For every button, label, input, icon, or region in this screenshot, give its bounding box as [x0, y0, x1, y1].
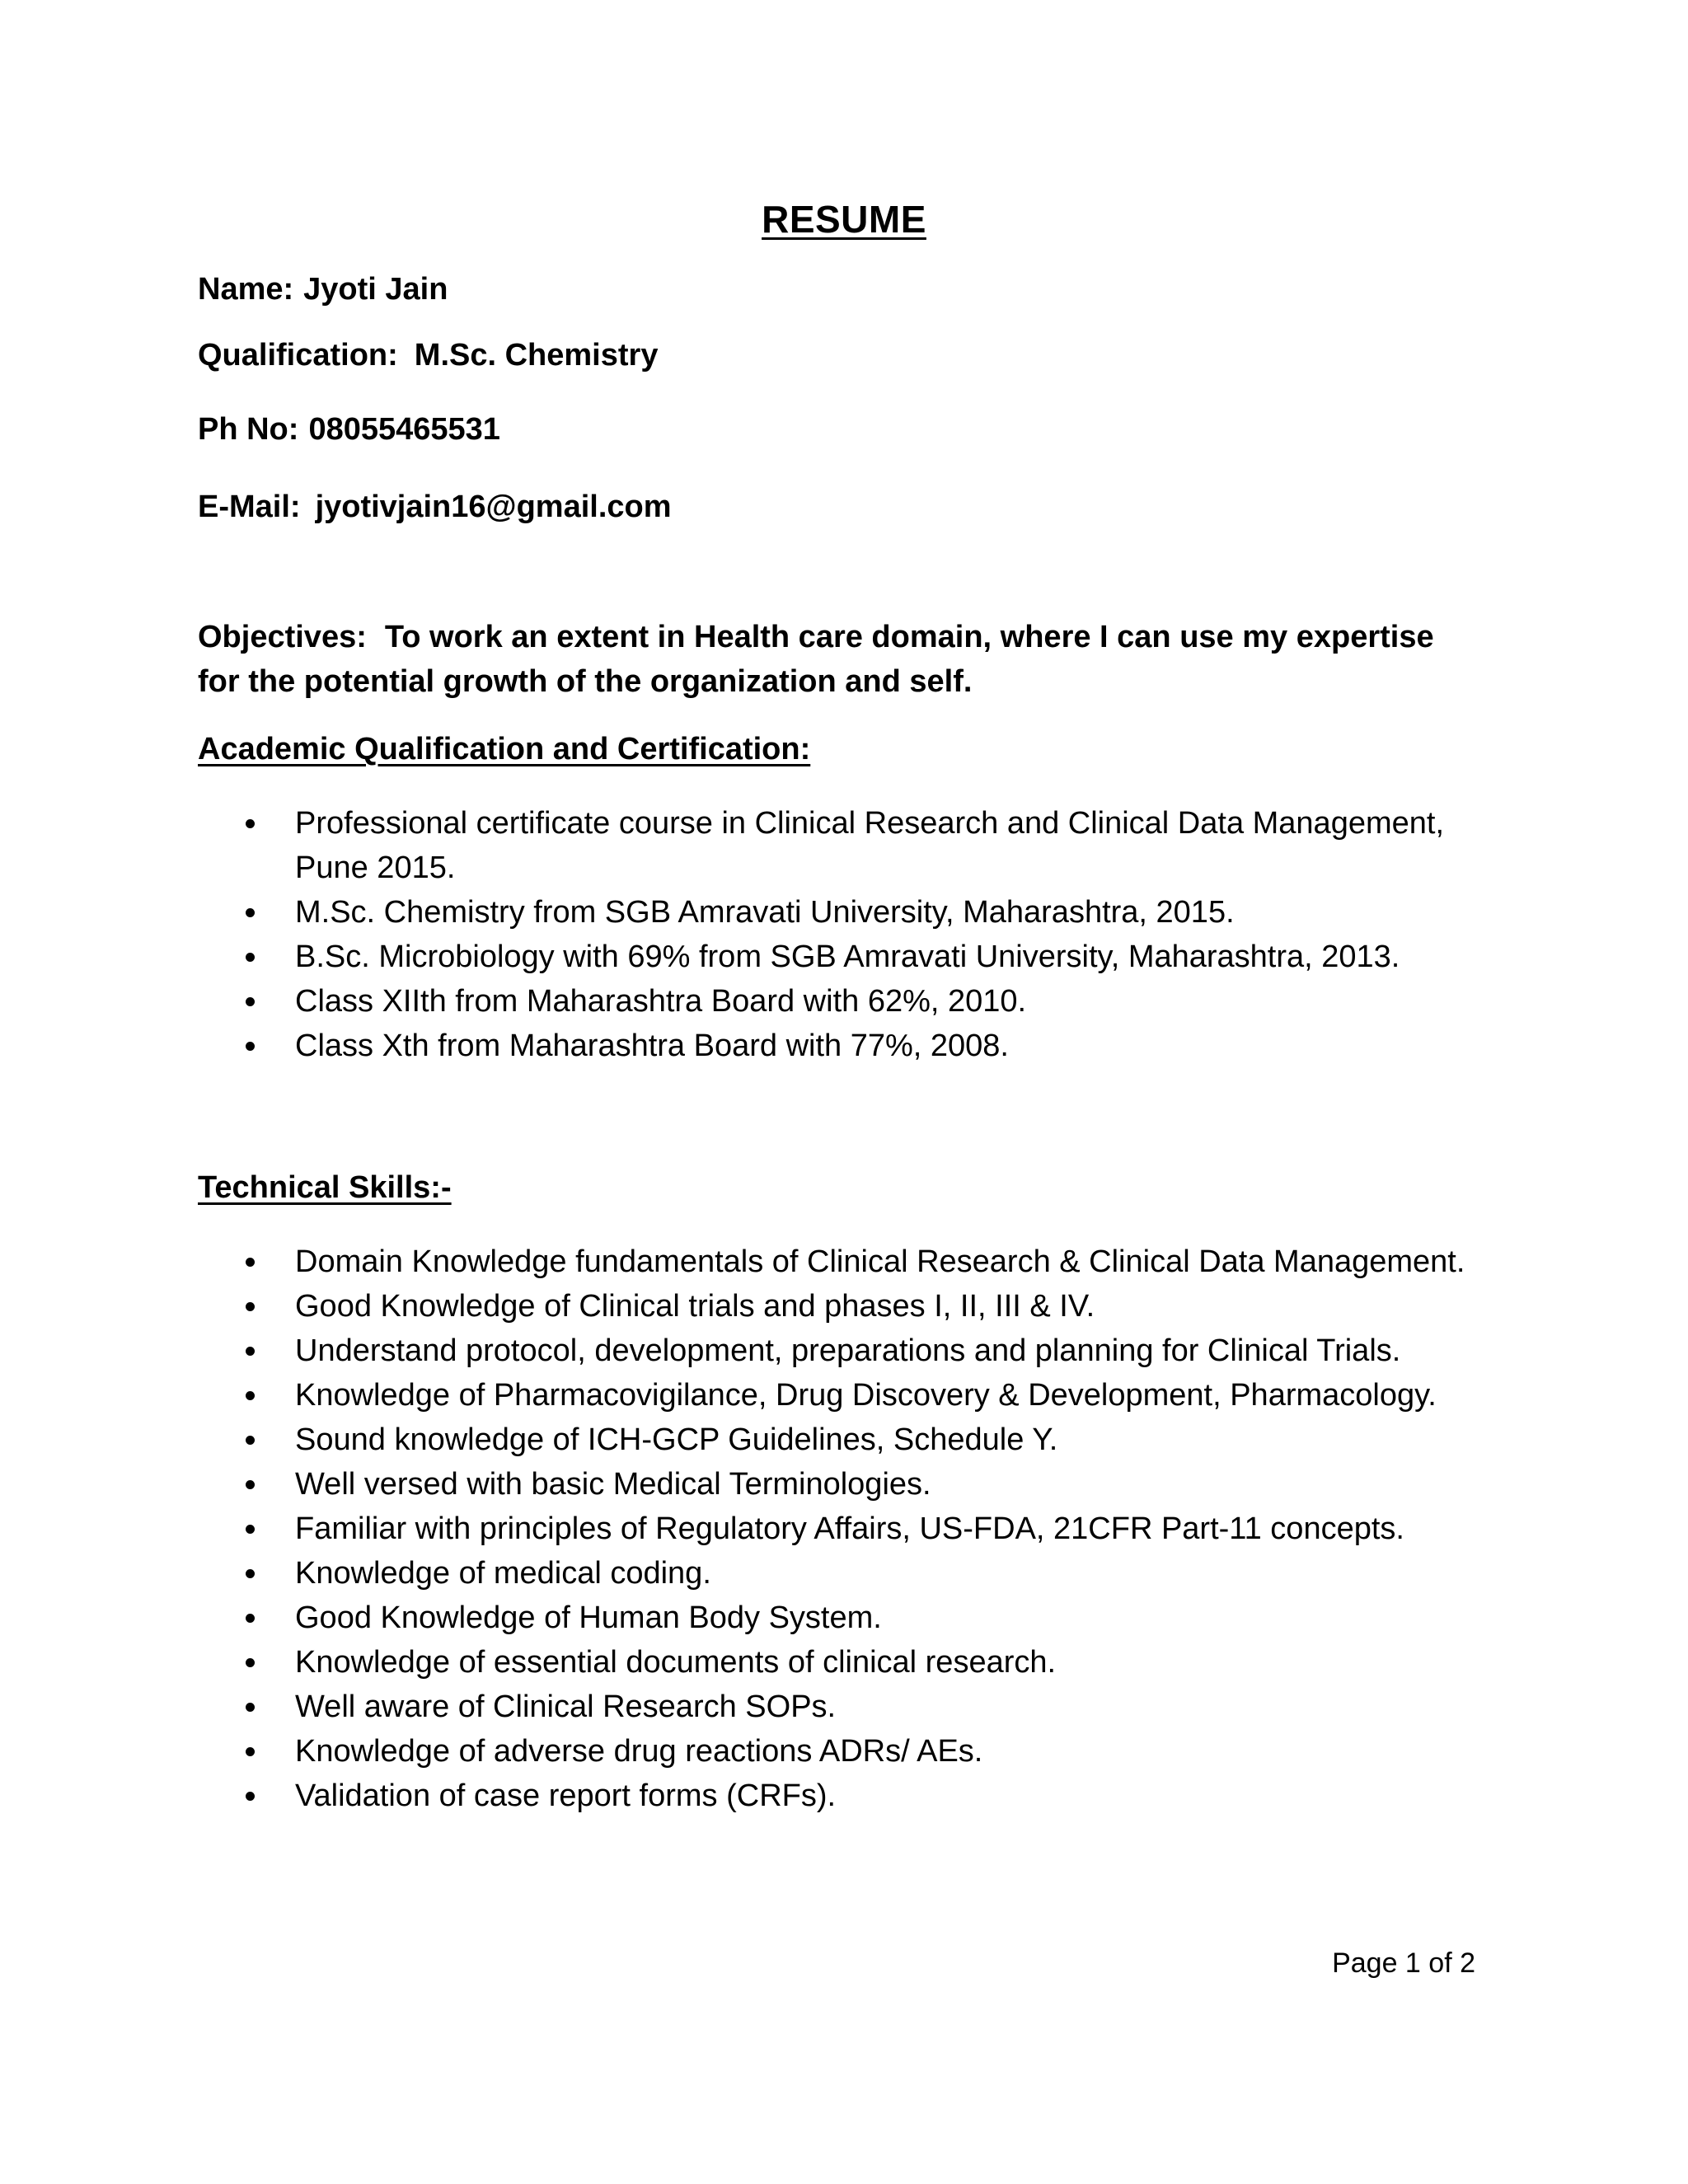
list-item — [198, 801, 1500, 890]
list-item — [198, 979, 1500, 1024]
page-number: Page 1 of 2 — [1332, 1947, 1475, 1979]
email-field — [198, 486, 672, 527]
qualification-field — [198, 335, 658, 376]
email-label: E-Mail: — [198, 490, 301, 524]
list-item — [198, 1284, 1500, 1329]
objective-label: Objectives: — [198, 620, 367, 654]
list-item-text: M.Sc. Chemistry from SGB Amravati University, Maharashtra, 2015. — [295, 895, 1235, 930]
list-item-text: Class XIIth from Maharashtra Board with 62%, 2010. — [295, 984, 1027, 1019]
list-item — [198, 1507, 1500, 1551]
academic-list — [198, 801, 1500, 1068]
phone-label: Ph No: — [198, 412, 299, 447]
technical-skills-list — [198, 1240, 1500, 1818]
list-item — [198, 1373, 1500, 1418]
bullet-icon — [246, 1436, 255, 1445]
list-item-text: Knowledge of Pharmacovigilance, Drug Discovery & Development, Pharmacology. — [295, 1378, 1437, 1413]
list-item — [198, 1729, 1500, 1774]
list-item-text: Well versed with basic Medical Terminologies. — [295, 1467, 931, 1502]
list-item-text: Sound knowledge of ICH-GCP Guidelines, Schedule Y. — [295, 1422, 1058, 1457]
list-item-text: Professional certificate course in Clinical Research and Clinical Data Management, Pune 2015. — [295, 806, 1444, 885]
bullet-icon — [246, 953, 255, 962]
bullet-icon — [246, 1302, 255, 1311]
bullet-icon — [246, 1703, 255, 1712]
list-item — [198, 1329, 1500, 1373]
email-value: jyotivjain16@gmail.com — [315, 490, 672, 524]
name-label: Name: — [198, 272, 294, 307]
list-item-text: Good Knowledge of Human Body System. — [295, 1601, 882, 1635]
list-item — [198, 1640, 1500, 1685]
bullet-icon — [246, 1747, 255, 1756]
list-item — [198, 1774, 1500, 1818]
list-item-text: Knowledge of adverse drug reactions ADRs/ AEs. — [295, 1734, 983, 1769]
name-value: Jyoti Jain — [303, 272, 448, 307]
bullet-icon — [246, 819, 255, 828]
bullet-icon — [246, 1391, 255, 1400]
qualification-label: Qualification: — [198, 338, 398, 373]
bullet-icon — [246, 908, 255, 917]
qualification-value: M.Sc. Chemistry — [414, 338, 659, 373]
list-item — [198, 1685, 1500, 1729]
list-item-text: B.Sc. Microbiology with 69% from SGB Amravati University, Maharashtra, 2013. — [295, 940, 1400, 974]
list-item — [198, 935, 1500, 979]
bullet-icon — [246, 1569, 255, 1578]
phone-field — [198, 409, 500, 450]
list-item-text: Good Knowledge of Clinical trials and phases I, II, III & IV. — [295, 1289, 1095, 1324]
bullet-icon — [246, 1658, 255, 1667]
bullet-icon — [246, 1042, 255, 1051]
list-item — [198, 1596, 1500, 1640]
list-item — [198, 890, 1500, 935]
list-item-text: Class Xth from Maharashtra Board with 77%, 2008. — [295, 1029, 1009, 1063]
list-item — [198, 1418, 1500, 1462]
academic-heading: Academic Qualification and Certification: — [198, 732, 811, 766]
list-item — [198, 1024, 1500, 1068]
list-item-text: Familiar with principles of Regulatory Affairs, US-FDA, 21CFR Part-11 concepts. — [295, 1511, 1404, 1546]
list-item-text: Knowledge of medical coding. — [295, 1556, 711, 1591]
list-item — [198, 1462, 1500, 1507]
bullet-icon — [246, 1792, 255, 1801]
bullet-icon — [246, 1614, 255, 1623]
objective-paragraph — [198, 615, 1484, 704]
phone-value: 08055465531 — [308, 412, 500, 447]
list-item — [198, 1240, 1500, 1284]
bullet-icon — [246, 1525, 255, 1534]
name-field — [198, 269, 448, 310]
list-item-text: Knowledge of essential documents of clinical research. — [295, 1645, 1057, 1680]
list-item-text: Understand protocol, development, preparations and planning for Clinical Trials. — [295, 1333, 1401, 1368]
list-item-text: Domain Knowledge fundamentals of Clinical Research & Clinical Data Management. — [295, 1244, 1465, 1279]
bullet-icon — [246, 997, 255, 1006]
bullet-icon — [246, 1347, 255, 1356]
bullet-icon — [246, 1258, 255, 1267]
technical-skills-heading: Technical Skills:- — [198, 1170, 452, 1205]
list-item-text: Well aware of Clinical Research SOPs. — [295, 1690, 837, 1724]
list-item-text: Validation of case report forms (CRFs). — [295, 1779, 837, 1813]
objective-text: To work an extent in Health care domain, where I can use my expertise for the potential growth of the organization and self. — [198, 620, 1434, 699]
list-item — [198, 1551, 1500, 1596]
bullet-icon — [246, 1480, 255, 1489]
resume-title: RESUME — [762, 198, 926, 241]
